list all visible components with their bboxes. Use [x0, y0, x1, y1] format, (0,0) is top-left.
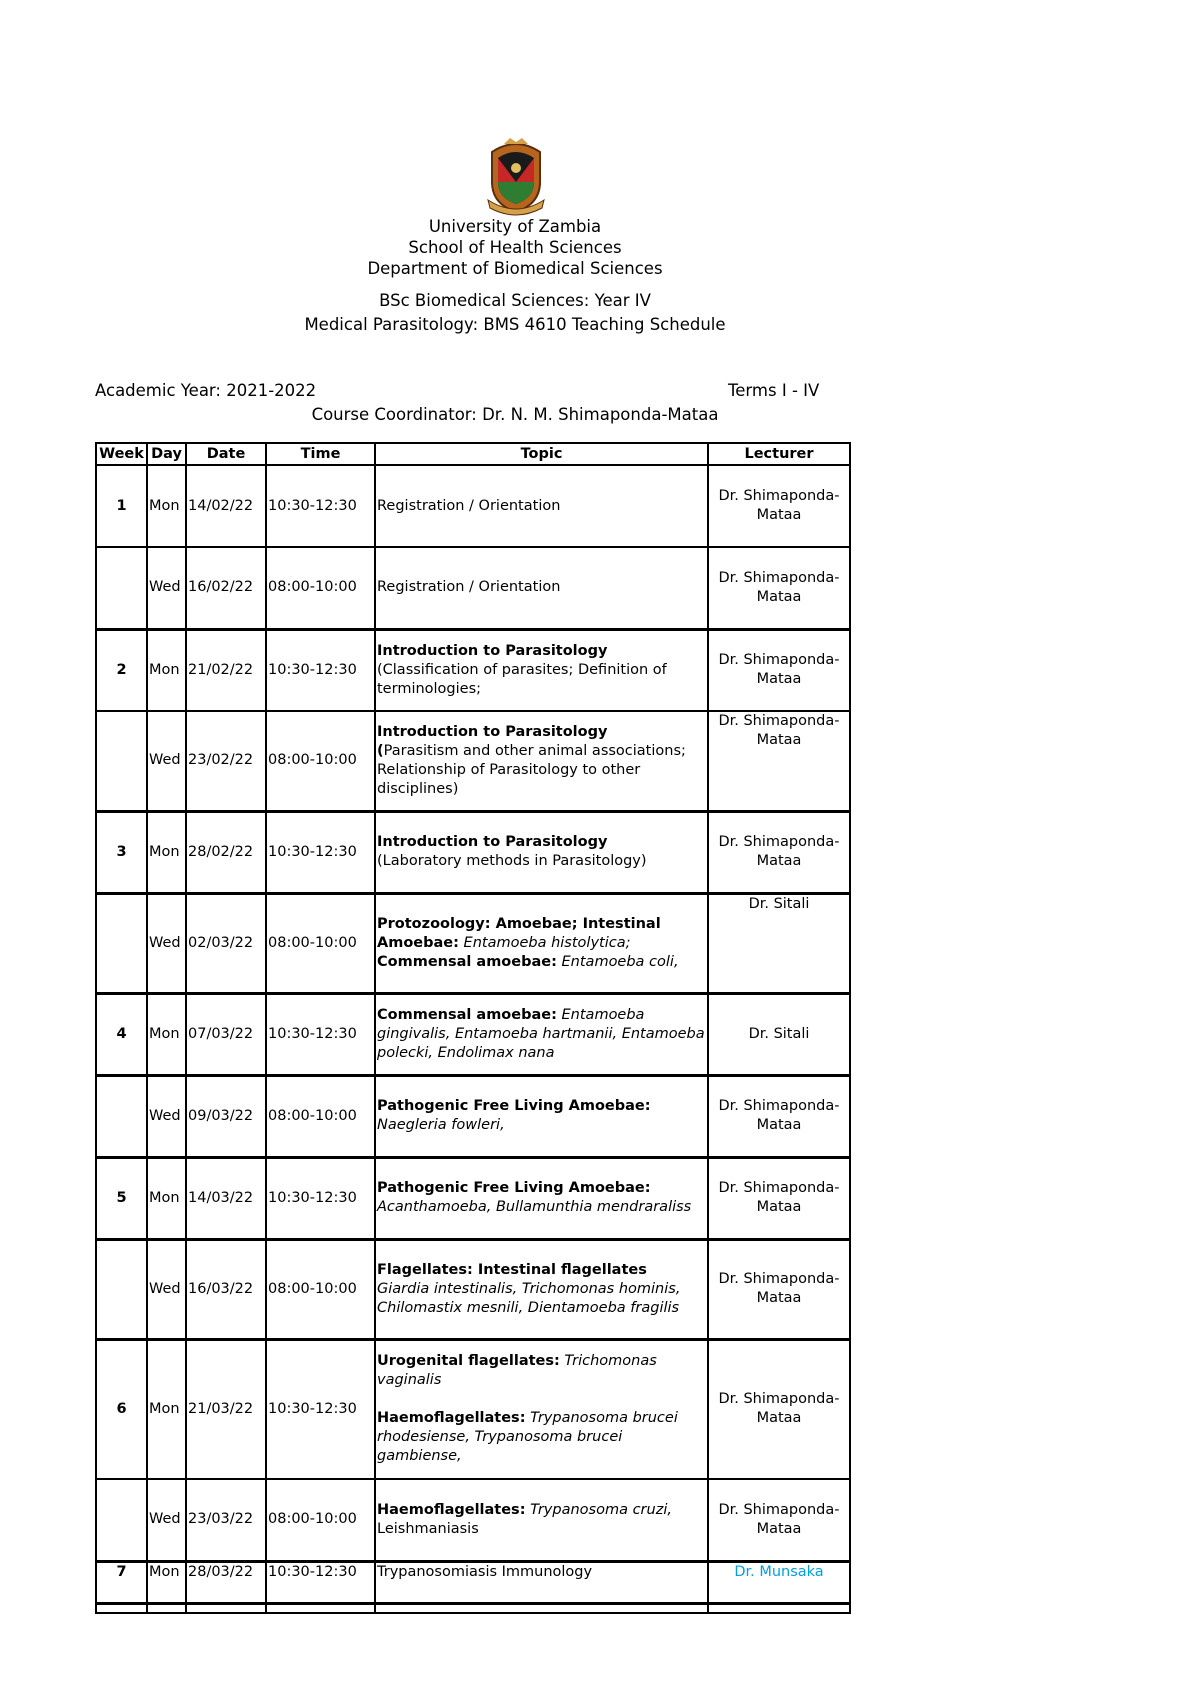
- course-coordinator: Course Coordinator: Dr. N. M. Shimaponda-Mataa: [311, 405, 719, 424]
- day-cell: Mon: [147, 629, 186, 711]
- time-cell: 10:30-12:30: [266, 1339, 375, 1479]
- topic-text: Registration / Orientation: [377, 579, 561, 596]
- course-title: Medical Parasitology: BMS 4610 Teaching Schedule: [304, 315, 726, 334]
- date-cell: 09/03/22: [186, 1075, 266, 1157]
- week-cell: 2: [96, 629, 147, 711]
- table-row: [96, 811, 850, 893]
- school-name: School of Health Sciences: [408, 238, 622, 257]
- lecturer-link[interactable]: Dr. Munsaka: [708, 1561, 850, 1603]
- day-cell: Wed: [147, 1239, 186, 1339]
- week-cell: [96, 1239, 147, 1339]
- time-cell: 10:30-12:30: [266, 1157, 375, 1239]
- topic-cell: [375, 1561, 708, 1603]
- table-row-partial: [96, 1603, 850, 1613]
- spacer: [377, 1390, 706, 1409]
- date-cell: 28/03/22: [186, 1561, 266, 1603]
- date-cell: 28/02/22: [186, 811, 266, 893]
- day-cell: Wed: [147, 1075, 186, 1157]
- topic-bold: Haemoflagellates:: [377, 1410, 526, 1427]
- empty-cell: [375, 1603, 708, 1613]
- time-cell: 08:00-10:00: [266, 1075, 375, 1157]
- topic-cell: [375, 893, 708, 993]
- topic-cell: [375, 465, 708, 547]
- empty-cell: [708, 1603, 850, 1613]
- week-cell: 4: [96, 993, 147, 1075]
- table-row: [96, 1561, 850, 1603]
- topic-text: Registration / Orientation: [377, 497, 561, 514]
- week-cell: 6: [96, 1339, 147, 1479]
- time-cell: 08:00-10:00: [266, 547, 375, 629]
- time-cell: 08:00-10:00: [266, 1239, 375, 1339]
- topic-italic: Entamoeba histolytica;: [463, 934, 631, 951]
- time-cell: 10:30-12:30: [266, 1561, 375, 1603]
- topic-italic: Acanthamoeba, Bullamunthia mendraraliss: [377, 1199, 692, 1215]
- table-header-row: [96, 443, 850, 465]
- time-cell: 10:30-12:30: [266, 465, 375, 547]
- table-row: [96, 465, 850, 547]
- lecturer-cell: Dr. Shimaponda-Mataa: [708, 547, 850, 629]
- date-cell: 16/02/22: [186, 547, 266, 629]
- lecturer-cell: Dr. Shimaponda-Mataa: [708, 629, 850, 711]
- topic-bold: Urogenital flagellates:: [377, 1353, 560, 1370]
- column-header: Date: [186, 443, 266, 465]
- lecturer-cell: Dr. Shimaponda-Mataa: [708, 465, 850, 547]
- day-cell: Wed: [147, 893, 186, 993]
- date-cell: 23/02/22: [186, 711, 266, 811]
- department-name: Department of Biomedical Sciences: [367, 259, 663, 278]
- week-cell: 7: [96, 1561, 147, 1603]
- terms: Terms I - IV: [728, 381, 820, 400]
- table-row: [96, 1479, 850, 1561]
- day-cell: Wed: [147, 547, 186, 629]
- topic-title: Introduction to Parasitology: [377, 642, 608, 659]
- academic-year: Academic Year: 2021-2022: [95, 381, 317, 400]
- date-cell: 21/02/22: [186, 629, 266, 711]
- day-cell: Wed: [147, 711, 186, 811]
- lecturer-cell: Dr. Shimaponda-Mataa: [708, 1479, 850, 1561]
- date-cell: 14/03/22: [186, 1157, 266, 1239]
- lecturer-cell: Dr. Shimaponda-Mataa: [708, 1239, 850, 1339]
- table-row: [96, 1157, 850, 1239]
- empty-cell: [266, 1603, 375, 1613]
- date-cell: 14/02/22: [186, 465, 266, 547]
- topic-italic: Entamoeba gingivalis, Entamoeba hartmanii, Entamoeba polecki, Endolimax nana: [377, 1006, 705, 1061]
- week-cell: [96, 1479, 147, 1561]
- day-cell: Mon: [147, 811, 186, 893]
- topic-bold: Commensal amoebae:: [377, 953, 557, 970]
- column-header: Week: [96, 443, 147, 465]
- table-row: [96, 1075, 850, 1157]
- table-row: [96, 1239, 850, 1339]
- week-cell: 3: [96, 811, 147, 893]
- topic-italic: Entamoeba coli,: [561, 953, 679, 970]
- column-header: Day: [147, 443, 186, 465]
- day-cell: Wed: [147, 1479, 186, 1561]
- week-cell: [96, 547, 147, 629]
- lecturer-cell: Dr. Sitali: [708, 993, 850, 1075]
- teaching-schedule-table: [95, 442, 851, 1614]
- day-cell: Mon: [147, 1157, 186, 1239]
- date-cell: 07/03/22: [186, 993, 266, 1075]
- date-cell: 16/03/22: [186, 1239, 266, 1339]
- table-row: [96, 711, 850, 811]
- topic-cell: [375, 547, 708, 629]
- topic-bold: Flagellates: Intestinal flagellates: [377, 1261, 647, 1278]
- course-header: [0, 289, 1030, 337]
- column-header: Time: [266, 443, 375, 465]
- lecturer-cell: Dr. Shimaponda-Mataa: [708, 1157, 850, 1239]
- topic-text: Trypanosomiasis Immunology: [377, 1563, 593, 1580]
- lecturer-cell: Dr. Shimaponda-Mataa: [708, 1075, 850, 1157]
- time-cell: 10:30-12:30: [266, 629, 375, 711]
- university-name: University of Zambia: [428, 217, 602, 236]
- time-cell: 10:30-12:30: [266, 993, 375, 1075]
- empty-cell: [147, 1603, 186, 1613]
- topic-cell: [375, 1075, 708, 1157]
- topic-title: Introduction to Parasitology: [377, 834, 608, 850]
- column-header: Lecturer: [708, 443, 850, 465]
- time-cell: 08:00-10:00: [266, 711, 375, 811]
- table-row: [96, 893, 850, 993]
- topic-bold: Haemoflagellates:: [377, 1501, 526, 1518]
- topic-cell: [375, 811, 708, 893]
- topic-title: Introduction to Parasitology: [377, 723, 608, 740]
- topic-italic: Trypanosoma cruzi,: [530, 1501, 672, 1518]
- topic-bold: Commensal amoebae:: [377, 1006, 557, 1023]
- topic-cell: [375, 711, 708, 811]
- topic-italic: Trypanosoma brucei rhodesiense, Trypanosoma brucei gambiense,: [377, 1410, 678, 1465]
- week-cell: 1: [96, 465, 147, 547]
- programme-title: BSc Biomedical Sciences: Year IV: [379, 291, 651, 310]
- topic-cell: [375, 629, 708, 711]
- week-cell: [96, 1075, 147, 1157]
- table-row: [96, 629, 850, 711]
- time-cell: 08:00-10:00: [266, 893, 375, 993]
- topic-bold: Pathogenic Free Living Amoebae:: [377, 1180, 651, 1196]
- topic-cell: [375, 1339, 708, 1479]
- topic-text: (Classification of parasites; Definition of terminologies;: [377, 661, 667, 697]
- topic-italic: Giardia intestinalis, Trichomonas hominis, Chilomastix mesnili, Dientamoeba fragilis: [377, 1280, 681, 1316]
- topic-italic: Naegleria fowleri,: [377, 1117, 505, 1133]
- day-cell: Mon: [147, 1339, 186, 1479]
- topic-cell: [375, 1479, 708, 1561]
- lecturer-cell: Dr. Sitali: [708, 893, 850, 993]
- empty-cell: [186, 1603, 266, 1613]
- time-cell: 10:30-12:30: [266, 811, 375, 893]
- topic-text: Leishmaniasis: [377, 1520, 479, 1537]
- topic-cell: [375, 1239, 708, 1339]
- topic-text: (Laboratory methods in Parasitology): [377, 853, 647, 869]
- topic-paren: (: [377, 742, 384, 759]
- week-cell: [96, 893, 147, 993]
- institution-header: [0, 216, 1030, 279]
- topic-bold: Protozoology: Amoebae; Intestinal Amoebae:: [377, 915, 661, 951]
- topic-cell: [375, 1157, 708, 1239]
- day-cell: Mon: [147, 1561, 186, 1603]
- week-cell: 5: [96, 1157, 147, 1239]
- lecturer-cell: Dr. Shimaponda-Mataa: [708, 811, 850, 893]
- topic-cell: [375, 993, 708, 1075]
- date-cell: 23/03/22: [186, 1479, 266, 1561]
- topic-italic: Trichomonas vaginalis: [377, 1353, 657, 1389]
- lecturer-cell: Dr. Shimaponda-Mataa: [708, 711, 850, 811]
- university-crest-logo: [484, 138, 548, 216]
- date-cell: 02/03/22: [186, 893, 266, 993]
- table-row: [96, 1339, 850, 1479]
- day-cell: Mon: [147, 465, 186, 547]
- date-cell: 21/03/22: [186, 1339, 266, 1479]
- topic-bold: Pathogenic Free Living Amoebae:: [377, 1098, 651, 1114]
- table-row: [96, 993, 850, 1075]
- topic-text: Parasitism and other animal associations; Relationship of Parasitology to other disciplines): [377, 742, 686, 797]
- column-header: Topic: [375, 443, 708, 465]
- lecturer-cell: Dr. Shimaponda-Mataa: [708, 1339, 850, 1479]
- empty-cell: [96, 1603, 147, 1613]
- table-row: [96, 547, 850, 629]
- time-cell: 08:00-10:00: [266, 1479, 375, 1561]
- day-cell: Mon: [147, 993, 186, 1075]
- week-cell: [96, 711, 147, 811]
